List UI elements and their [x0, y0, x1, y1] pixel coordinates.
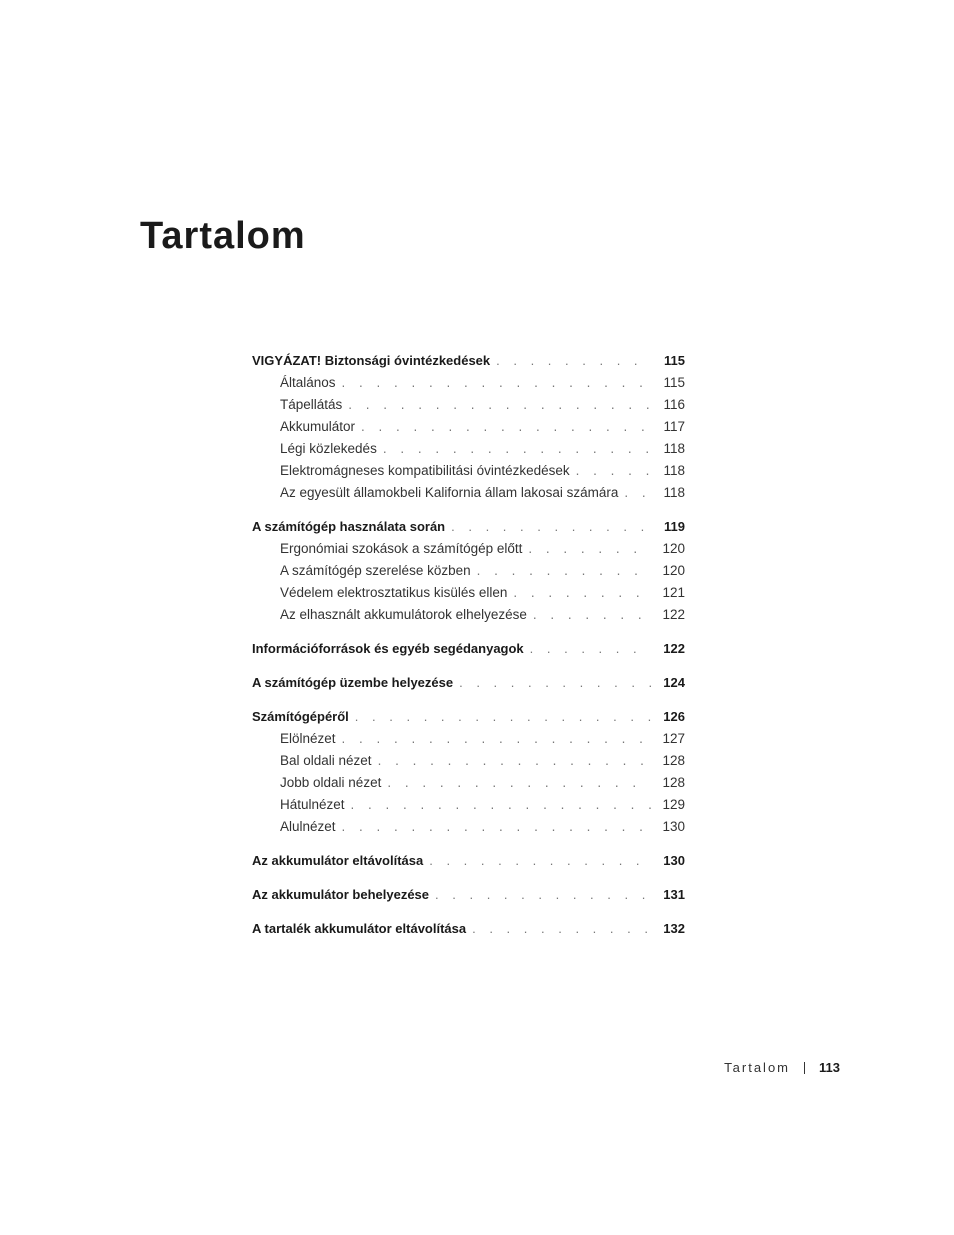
toc-section-entry[interactable]	[252, 519, 685, 541]
toc-entry-page: 119	[664, 519, 685, 534]
toc-subsection-entry[interactable]	[252, 753, 685, 775]
toc-subsection-entry[interactable]	[252, 797, 685, 819]
toc-section-entry[interactable]	[252, 921, 685, 943]
toc-entry-title: Légi közlekedés	[280, 441, 377, 456]
dot-leader	[361, 419, 651, 434]
toc-section	[252, 709, 685, 841]
toc-entry-title: Elölnézet	[280, 731, 336, 746]
toc-subsection-entry[interactable]	[252, 485, 685, 507]
footer-divider	[804, 1062, 805, 1074]
toc-entry-title: Ergonómiai szokások a számítógép előtt	[280, 541, 523, 556]
toc-entry-title: A számítógép használata során	[252, 519, 446, 534]
toc-entry-page: 128	[662, 753, 685, 768]
toc-entry-page: 127	[662, 731, 685, 746]
toc-entry-page: 126	[663, 709, 685, 724]
toc-entry-page: 129	[662, 797, 685, 812]
dot-leader	[378, 753, 651, 768]
dot-leader	[496, 353, 651, 368]
dot-leader	[342, 819, 651, 834]
toc-entry-title: A számítógép szerelése közben	[280, 563, 471, 578]
toc-entry-page: 118	[663, 441, 685, 456]
toc-entry-page: 121	[662, 585, 685, 600]
toc-entry-title: Hátulnézet	[280, 797, 345, 812]
dot-leader	[533, 607, 651, 622]
toc-entry-title: Akkumulátor	[280, 419, 356, 434]
toc-entry-page: 116	[663, 397, 685, 412]
toc-entry-title: A számítógép üzembe helyezése	[252, 675, 454, 690]
toc-subsection-entry[interactable]	[252, 607, 685, 629]
toc-entry-page: 131	[663, 887, 685, 902]
toc-section-entry[interactable]	[252, 887, 685, 909]
toc-section-entry[interactable]	[252, 641, 685, 663]
toc-section-entry[interactable]	[252, 853, 685, 875]
toc-entry-page: 130	[663, 853, 685, 868]
toc-subsection-entry[interactable]	[252, 819, 685, 841]
toc-entry-title: Az akkumulátor behelyezése	[252, 887, 430, 902]
toc-entry-page: 118	[663, 463, 685, 478]
toc-section	[252, 853, 685, 875]
toc-subsection-entry[interactable]	[252, 775, 685, 797]
dot-leader	[472, 921, 651, 936]
toc-subsection-entry[interactable]	[252, 441, 685, 463]
dot-leader	[355, 709, 651, 724]
toc-section	[252, 921, 685, 943]
dot-leader	[477, 563, 651, 578]
toc-entry-title: Elektromágneses kompatibilitási óvintézkedések	[280, 463, 570, 478]
dot-leader	[451, 519, 651, 534]
toc-entry-title: Az akkumulátor eltávolítása	[252, 853, 424, 868]
dot-leader	[624, 485, 651, 500]
toc-entry-title: Információforrások és egyéb segédanyagok	[252, 641, 524, 656]
toc-entry-title: Tápellátás	[280, 397, 343, 412]
toc-entry-page: 117	[663, 419, 685, 434]
toc-entry-title: Általános	[280, 375, 336, 390]
footer-title: Tartalom	[724, 1060, 791, 1075]
toc-entry-title: VIGYÁZAT! Biztonsági óvintézkedések	[252, 353, 491, 368]
toc-entry-title: Az egyesült államokbeli Kalifornia állam lakosai számára	[280, 485, 619, 500]
dot-leader	[429, 853, 651, 868]
toc-section-entry[interactable]	[252, 709, 685, 731]
dot-leader	[351, 797, 651, 812]
dot-leader	[513, 585, 651, 600]
toc-section	[252, 675, 685, 697]
toc-section	[252, 641, 685, 663]
toc-entry-page: 128	[662, 775, 685, 790]
dot-leader	[576, 463, 651, 478]
toc-section-entry[interactable]	[252, 353, 685, 375]
dot-leader	[530, 641, 651, 656]
toc-subsection-entry[interactable]	[252, 375, 685, 397]
toc-entry-page: 124	[663, 675, 685, 690]
toc-entry-title: Védelem elektrosztatikus kisülés ellen	[280, 585, 508, 600]
toc-subsection-entry[interactable]	[252, 563, 685, 585]
toc-entry-page: 118	[663, 485, 685, 500]
toc-subsection-entry[interactable]	[252, 541, 685, 563]
toc-entry-title: Jobb oldali nézet	[280, 775, 382, 790]
toc-subsection-entry[interactable]	[252, 731, 685, 753]
dot-leader	[342, 731, 651, 746]
toc-entry-page: 120	[662, 541, 685, 556]
toc-entry-page: 115	[663, 375, 685, 390]
toc-entry-page: 120	[662, 563, 685, 578]
toc-entry-page: 122	[663, 641, 685, 656]
toc-section	[252, 887, 685, 909]
toc-subsection-entry[interactable]	[252, 419, 685, 441]
toc-entry-title: Alulnézet	[280, 819, 336, 834]
toc-subsection-entry[interactable]	[252, 397, 685, 419]
dot-leader	[342, 375, 651, 390]
toc-entry-page: 130	[662, 819, 685, 834]
page-footer	[724, 1060, 840, 1075]
toc-section	[252, 519, 685, 629]
table-of-contents	[252, 353, 685, 955]
toc-entry-title: Bal oldali nézet	[280, 753, 372, 768]
toc-subsection-entry[interactable]	[252, 463, 685, 485]
toc-entry-title: Az elhasznált akkumulátorok elhelyezése	[280, 607, 527, 622]
dot-leader	[528, 541, 651, 556]
toc-subsection-entry[interactable]	[252, 585, 685, 607]
toc-entry-title: Számítógépéről	[252, 709, 349, 724]
toc-entry-page: 132	[663, 921, 685, 936]
dot-leader	[383, 441, 651, 456]
dot-leader	[348, 397, 651, 412]
page-number: 113	[819, 1060, 840, 1075]
page-title: Tartalom	[140, 215, 306, 257]
dot-leader	[387, 775, 651, 790]
dot-leader	[435, 887, 651, 902]
toc-entry-page: 122	[662, 607, 685, 622]
toc-entry-title: A tartalék akkumulátor eltávolítása	[252, 921, 467, 936]
dot-leader	[459, 675, 651, 690]
toc-entry-page: 115	[664, 353, 685, 368]
toc-section	[252, 353, 685, 507]
toc-section-entry[interactable]	[252, 675, 685, 697]
